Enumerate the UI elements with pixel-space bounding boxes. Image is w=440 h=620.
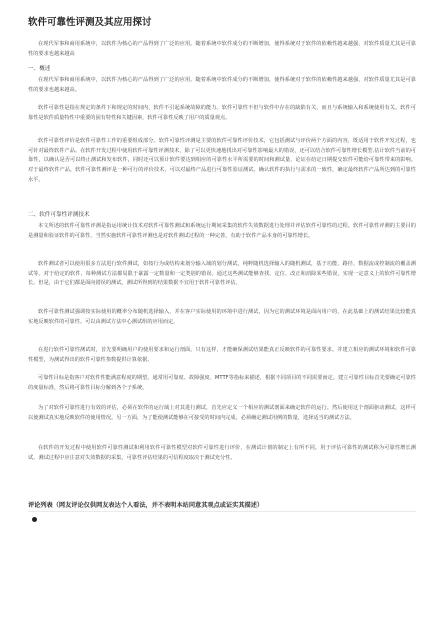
paragraph-reliability-goal: 可靠性目标是指客户对软件性能满意程度的期望。通常用可靠度、故障强度、MTTF等指标来描述，根据不同项目的不同需要而定。建立可靠性目标首先要确定可靠性的度量标准，然后将可靠性目标分解到各个子系统。 [28, 375, 416, 391]
paragraph-intro: 在现代军事和商用系统中，以软件为核心的产品得到了广泛的应用。随着系统中软件成分的不断增加，使得系统对于软件的依赖性越来越强，对软件质量尤其是可靠性的要求也越来越高 [28, 41, 416, 57]
comment-bullet-icon [32, 517, 37, 522]
comments-label: 评论列表 [28, 502, 53, 509]
paragraph-reliability-evaluation: 软件可靠性评价是软件可靠性工作的重要组成部分。软件可靠性评测是主要的软件可靠性评价技术，它包括测试与评价两个方面的内容，既适用于软件开发过程，也可针对最终软件产品。在软件开发过程中使用软件可靠性评测技术，除了可以更快速地找出对可靠性影响最大的错误，还可以结合软件可靠性增长模型,估计软件当前的可靠性，以确认是否可以终止测试和发布软件，同时还可以预计软件要达到相应的可靠性水平所需要的时间和测试量，论证在给定日期提交软件可能给可靠性带来的影响。对于最终软件产品，软件可靠性测评是一种可行的评价技术，可以对最终产品进行可靠性验证测试，确认软件的执行与需求的一致性，确定最终软件产品所达到的可靠性水平。 [28, 138, 416, 183]
paragraph-overview: 在现代军事和商用系统中，以软件为核心的产品得到了广泛的应用。随着系统中软件成分的不断增加，使得系统对于软件的依赖性越来越强，对软件质量尤其是可靠性的要求也越来越高。 [28, 77, 416, 93]
section-heading-overview: 一、概述 [28, 66, 51, 72]
paragraph-operational-profile: 为了对软件可靠性进行有效的评估，必须在软件的运行域上对其进行测试，首先应定义一个相应的测试剖面来确定软件的运行。然后使用这个剖面驱动测试，这样可以使测试真实地反映软件的使用情况。另一方面，为了能使测试能够在可接受的时间内完成，必须确定测试用例的数量，选择适当的测试方法。 [28, 405, 416, 421]
comments-note: （网友评论仅供网友表达个人看法，并不表明本站同意其观点或证实其描述） [52, 502, 264, 509]
paragraph-reliability-definition: 软件可靠性是指在规定的条件下和规定的时间内，软件不引起系统故障的能力。软件可靠性不但与软件中存在的缺陷有关，而且与系统输入和系统使用有关。软件可靠性是软件质量特性中重要的固有特性和关键因素，软件可靠性反映了用户的质量观点。 [28, 105, 416, 121]
paragraph-testing-methods: 软件测试者可以使用很多方法进行软件测试，如按行为或结构来划分输入域的划分测试，纯粹随机选择输入的随机测试，基于功能、路径、数据流或控制流的覆盖测试等。对于给定的软件，每种测试方法都局限于暴露一定数量和一定类别的错误。通过这些测试能够查找、定位、改正和消除某些错误，实现一定意义上的软件可靠性增长。但是，由于它们都是面向错误的测试，测试所得到的结果数据不宜用于软件可靠性评估。 [28, 261, 416, 287]
section-heading-techniques: 二、软件可靠性评测技术 [28, 212, 90, 218]
paragraph-growth-testing: 在软件的开发过程中使用软件可靠性测试和利用软件可靠性模型对软件可靠性进行评价，在测试计划的制定上有所不同。用于评估可靠性的测试称为可靠性增长测试，测试过程中应注意对失效数据的采集，可靠性评估结果的可信程度取决于测试充分性。 [28, 445, 416, 461]
paragraph-evaluation-scope: 本文所述的软件可靠性评测是指运用统计技术对软件可靠性测试和系统运行期间采集的软件失效数据进行处理并评估软件可靠性的过程。软件可靠性评测的主要目的是测量和验证软件的可靠性，当然实施软件可靠性评测也是对软件测试过程的一种完善，有助于软件产品本身的可靠性增长。 [28, 223, 416, 239]
paragraph-reliability-testing: 软件可靠性测试强调按实际使用的概率分布随机选择输入，并在客户实际使用的环境中进行测试，因为它的测试环境是面向用户的，在此基础上的测试结果比较能真实地反映软件的可靠性。可以由测试方法中心测试组的应用而定。 [28, 309, 416, 325]
comments-header [28, 500, 263, 509]
comments-divider [28, 511, 416, 512]
paragraph-test-requirements: 在进行软件可靠性测试时，首先要明确用户的使用要求和运行剖面，只有这样，才能确保测试结果能真正反映软件的可靠性要求。并建立相应的测试环境和软件可靠性模型，为测试得出的软件可靠性参数提供计算依据。 [28, 347, 416, 363]
page-title: 软件可靠性评测及其应用探讨 [28, 17, 152, 28]
